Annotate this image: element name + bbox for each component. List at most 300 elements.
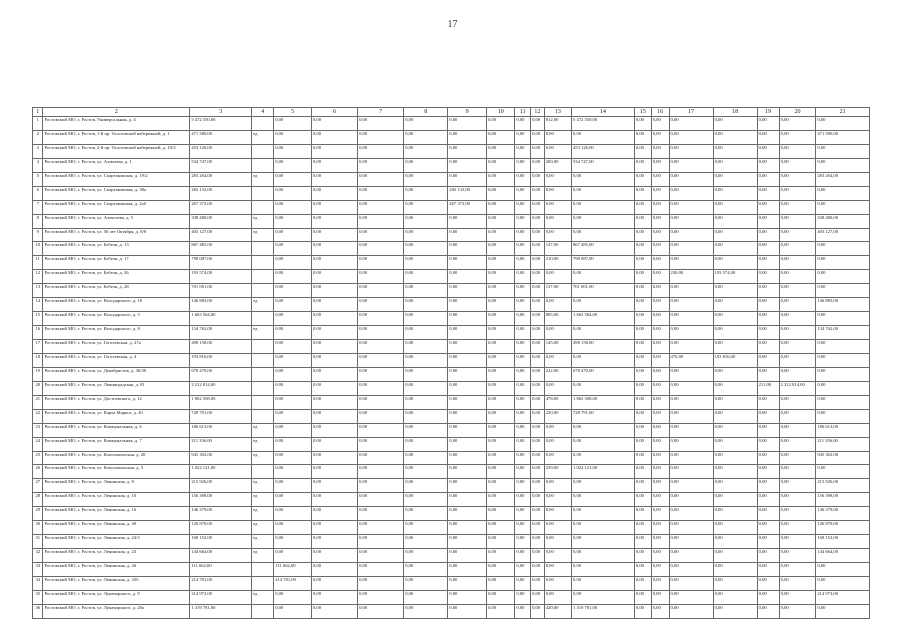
- row-number-cell: 29: [33, 507, 43, 521]
- value-cell: 0,00: [358, 395, 404, 409]
- value-cell: 0,00: [669, 604, 713, 618]
- table-row: [33, 479, 870, 493]
- value-cell: 0,00: [779, 521, 816, 535]
- value-cell: 0,00: [487, 200, 515, 214]
- value-cell: 0,00: [531, 312, 545, 326]
- value-cell: 239,00: [544, 465, 571, 479]
- value-cell: [252, 242, 274, 256]
- value-cell: 0,00: [515, 604, 531, 618]
- value-cell: 144 664,00: [190, 549, 252, 563]
- value-cell: 453 126,00: [190, 144, 252, 158]
- value-cell: 0,00: [404, 158, 448, 172]
- value-cell: 0,00: [515, 144, 531, 158]
- value-cell: 0,00: [544, 451, 571, 465]
- value-cell: 0,00: [572, 228, 635, 242]
- value-cell: 0,00: [311, 507, 357, 521]
- value-cell: 0,00: [634, 326, 651, 340]
- table-row: [33, 158, 870, 172]
- value-cell: 867 485,00: [572, 242, 635, 256]
- value-cell: 215 926,00: [190, 479, 252, 493]
- value-cell: 0,00: [531, 172, 545, 186]
- value-cell: 0,00: [572, 214, 635, 228]
- value-cell: 0,00: [311, 340, 357, 354]
- value-cell: 0,00: [515, 284, 531, 298]
- value-cell: 0,00: [544, 172, 571, 186]
- value-cell: 0,00: [669, 367, 713, 381]
- value-cell: 0,00: [515, 312, 531, 326]
- row-number-cell: 21: [33, 395, 43, 409]
- address-cell: Ростовский МО, г. Ростов, ул. Бебеля, д. 13: [43, 242, 190, 256]
- value-cell: 0,00: [757, 117, 779, 131]
- value-cell: 0,00: [515, 590, 531, 604]
- value-cell: 0,00: [651, 326, 669, 340]
- value-cell: 0,00: [816, 604, 870, 618]
- table-row: [33, 130, 870, 144]
- address-cell: Ростовский МО, г. Ростов, 2-й пр. Толстовской набережной, д. 10/3: [43, 144, 190, 158]
- value-cell: 0,00: [311, 367, 357, 381]
- value-cell: 0,00: [448, 590, 487, 604]
- row-number-cell: 27: [33, 479, 43, 493]
- value-cell: 0,00: [634, 493, 651, 507]
- value-cell: 0,00: [404, 214, 448, 228]
- value-cell: 0,00: [713, 158, 757, 172]
- value-cell: 0,00: [311, 270, 357, 284]
- value-cell: 0,00: [779, 172, 816, 186]
- value-cell: 0,00: [634, 312, 651, 326]
- row-number-cell: 2: [33, 130, 43, 144]
- value-cell: 0,00: [572, 353, 635, 367]
- value-cell: 0,00: [358, 437, 404, 451]
- column-header-5: 5: [274, 108, 312, 117]
- value-cell: 0,00: [544, 381, 571, 395]
- column-header-6: 6: [311, 108, 357, 117]
- value-cell: 0,00: [274, 353, 312, 367]
- value-cell: 0,00: [669, 214, 713, 228]
- value-cell: 0,00: [634, 479, 651, 493]
- value-cell: 0,00: [713, 228, 757, 242]
- value-cell: 0,00: [274, 590, 312, 604]
- value-cell: 0,00: [274, 367, 312, 381]
- value-cell: 0,00: [274, 228, 312, 242]
- value-cell: 0,00: [358, 312, 404, 326]
- value-cell: [252, 367, 274, 381]
- value-cell: 5 472 550,00: [572, 117, 635, 131]
- value-cell: 0,00: [404, 284, 448, 298]
- value-cell: 0,00: [404, 242, 448, 256]
- value-cell: 0,00: [651, 186, 669, 200]
- value-cell: 0,00: [515, 381, 531, 395]
- value-cell: 0,00: [404, 130, 448, 144]
- value-cell: 0,00: [634, 284, 651, 298]
- value-cell: 0,00: [531, 465, 545, 479]
- value-cell: 0,00: [779, 326, 816, 340]
- value-cell: ед: [252, 521, 274, 535]
- value-cell: 0,00: [634, 507, 651, 521]
- row-number-cell: 1: [33, 117, 43, 131]
- value-cell: 0,00: [487, 549, 515, 563]
- table-row: [33, 451, 870, 465]
- value-cell: 283 264,00: [816, 172, 870, 186]
- value-cell: 0,00: [757, 353, 779, 367]
- value-cell: 0,00: [448, 409, 487, 423]
- table-row: [33, 395, 870, 409]
- value-cell: [252, 409, 274, 423]
- value-cell: 1 022 121,00: [190, 465, 252, 479]
- value-cell: 0,00: [779, 312, 816, 326]
- address-cell: Ростовский МО, г. Ростов, ул. Бебеля, д. 28: [43, 284, 190, 298]
- value-cell: 0,00: [448, 423, 487, 437]
- row-number-cell: 7: [33, 200, 43, 214]
- value-cell: 0,00: [531, 186, 545, 200]
- value-cell: 0,00: [448, 549, 487, 563]
- value-cell: 193 816,00: [190, 353, 252, 367]
- value-cell: 0,00: [515, 158, 531, 172]
- value-cell: 0,00: [487, 535, 515, 549]
- row-number-cell: 15: [33, 312, 43, 326]
- column-header-2: 2: [43, 108, 190, 117]
- value-cell: 0,00: [651, 158, 669, 172]
- value-cell: 0,00: [816, 158, 870, 172]
- value-cell: 0,00: [404, 437, 448, 451]
- value-cell: 0,00: [816, 367, 870, 381]
- value-cell: 0,00: [816, 381, 870, 395]
- value-cell: 0,00: [404, 563, 448, 577]
- table-row: [33, 172, 870, 186]
- value-cell: 0,00: [448, 270, 487, 284]
- value-cell: 0,00: [358, 340, 404, 354]
- value-cell: 0,00: [713, 507, 757, 521]
- value-cell: 0,00: [757, 423, 779, 437]
- row-number-cell: 24: [33, 437, 43, 451]
- value-cell: 0,00: [572, 423, 635, 437]
- value-cell: 0,00: [274, 130, 312, 144]
- value-cell: 186 613,00: [190, 423, 252, 437]
- value-cell: 0,00: [816, 117, 870, 131]
- value-cell: 156 398,00: [190, 493, 252, 507]
- value-cell: 0,00: [311, 130, 357, 144]
- value-cell: 0,00: [669, 172, 713, 186]
- value-cell: 0,00: [274, 256, 312, 270]
- value-cell: 210,00: [544, 256, 571, 270]
- value-cell: 0,00: [487, 172, 515, 186]
- value-cell: 0,00: [404, 367, 448, 381]
- table-row: [33, 144, 870, 158]
- value-cell: [252, 340, 274, 354]
- value-cell: 0,00: [757, 409, 779, 423]
- value-cell: 0,00: [274, 326, 312, 340]
- value-cell: 0,00: [757, 395, 779, 409]
- value-cell: 0,00: [448, 353, 487, 367]
- value-cell: 0,00: [669, 423, 713, 437]
- value-cell: 0,00: [757, 590, 779, 604]
- value-cell: 0,00: [358, 507, 404, 521]
- value-cell: 0,00: [515, 172, 531, 186]
- value-cell: 476,00: [669, 353, 713, 367]
- value-cell: 0,00: [531, 590, 545, 604]
- column-header-19: 19: [757, 108, 779, 117]
- value-cell: 0,00: [274, 423, 312, 437]
- value-cell: ед: [252, 326, 274, 340]
- table-row: [33, 228, 870, 242]
- value-cell: 0,00: [531, 270, 545, 284]
- value-cell: 134 762,00: [190, 326, 252, 340]
- value-cell: 0,00: [487, 381, 515, 395]
- value-cell: 0,00: [311, 186, 357, 200]
- value-cell: 0,00: [816, 242, 870, 256]
- value-cell: [252, 158, 274, 172]
- value-cell: 0,00: [757, 242, 779, 256]
- value-cell: 211,00: [757, 381, 779, 395]
- value-cell: 812,00: [544, 117, 571, 131]
- address-cell: Ростовский МО, г. Ростов, Универсальная, д. 4: [43, 117, 190, 131]
- value-cell: 0,00: [531, 214, 545, 228]
- value-cell: 0,00: [713, 479, 757, 493]
- row-number-cell: 16: [33, 326, 43, 340]
- value-cell: 0,00: [816, 270, 870, 284]
- value-cell: 0,00: [572, 437, 635, 451]
- value-cell: 0,00: [531, 117, 545, 131]
- value-cell: 0,00: [448, 312, 487, 326]
- value-cell: 0,00: [531, 549, 545, 563]
- value-cell: 945 302,00: [190, 451, 252, 465]
- value-cell: 0,00: [487, 117, 515, 131]
- value-cell: 0,00: [358, 326, 404, 340]
- value-cell: 0,00: [515, 395, 531, 409]
- value-cell: 0,00: [487, 130, 515, 144]
- value-cell: 0,00: [487, 214, 515, 228]
- value-cell: 0,00: [531, 409, 545, 423]
- value-cell: 0,00: [757, 493, 779, 507]
- value-cell: 0,00: [515, 367, 531, 381]
- value-cell: 230,00: [669, 270, 713, 284]
- value-cell: 1 319 781,00: [572, 604, 635, 618]
- column-header-4: 4: [252, 108, 274, 117]
- value-cell: 186 613,00: [816, 423, 870, 437]
- value-cell: 0,00: [448, 172, 487, 186]
- value-cell: 0,00: [404, 604, 448, 618]
- value-cell: 0,00: [779, 604, 816, 618]
- table-row: [33, 256, 870, 270]
- value-cell: 0,00: [448, 130, 487, 144]
- value-cell: 146 883,00: [190, 298, 252, 312]
- value-cell: 0,00: [779, 465, 816, 479]
- value-cell: 798 087,00: [190, 256, 252, 270]
- value-cell: 0,00: [544, 186, 571, 200]
- value-cell: 0,00: [311, 228, 357, 242]
- value-cell: 534 747,00: [190, 158, 252, 172]
- value-cell: 0,00: [757, 367, 779, 381]
- value-cell: 0,00: [544, 479, 571, 493]
- address-cell: Ростовский МО, г. Ростов, ул. Ленинская, д. 24/3: [43, 535, 190, 549]
- value-cell: 0,00: [572, 590, 635, 604]
- column-header-12: 12: [531, 108, 545, 117]
- value-cell: 0,00: [448, 242, 487, 256]
- value-cell: 0,00: [404, 409, 448, 423]
- value-cell: 0,00: [651, 353, 669, 367]
- value-cell: 0,00: [531, 256, 545, 270]
- value-cell: 0,00: [651, 200, 669, 214]
- value-cell: 0,00: [515, 130, 531, 144]
- value-cell: 478,00: [544, 395, 571, 409]
- value-cell: 0,00: [404, 423, 448, 437]
- address-cell: Ростовский МО, г. Ростов, ул. Ленинская, д. 10: [43, 493, 190, 507]
- value-cell: 0,00: [531, 507, 545, 521]
- value-cell: 0,00: [358, 535, 404, 549]
- value-cell: 0,00: [779, 130, 816, 144]
- value-cell: 0,00: [713, 117, 757, 131]
- table-row: [33, 437, 870, 451]
- value-cell: 0,00: [713, 172, 757, 186]
- column-header-1: 1: [33, 108, 43, 117]
- value-cell: 0,00: [448, 451, 487, 465]
- value-cell: 798 087,00: [572, 256, 635, 270]
- row-number-cell: 20: [33, 381, 43, 395]
- value-cell: 0,00: [358, 409, 404, 423]
- value-cell: 220,00: [544, 409, 571, 423]
- address-cell: Ростовский МО, г. Ростов, ул. Коммунальная, д. 7: [43, 437, 190, 451]
- value-cell: 0,00: [713, 298, 757, 312]
- value-cell: 0,00: [757, 312, 779, 326]
- value-cell: 0,00: [487, 409, 515, 423]
- value-cell: 0,00: [515, 479, 531, 493]
- value-cell: 0,00: [669, 256, 713, 270]
- value-cell: 0,00: [779, 228, 816, 242]
- value-cell: 0,00: [311, 409, 357, 423]
- row-number-cell: 13: [33, 284, 43, 298]
- value-cell: 0,00: [531, 395, 545, 409]
- value-cell: 0,00: [358, 549, 404, 563]
- value-cell: 282 132,00: [448, 186, 487, 200]
- value-cell: 0,00: [757, 172, 779, 186]
- value-cell: 0,00: [311, 326, 357, 340]
- row-number-cell: 11: [33, 256, 43, 270]
- value-cell: 701 001,00: [190, 284, 252, 298]
- column-header-15: 15: [634, 108, 651, 117]
- value-cell: 0,00: [544, 437, 571, 451]
- value-cell: 728 791,00: [572, 409, 635, 423]
- value-cell: 0,00: [311, 465, 357, 479]
- value-cell: 0,00: [816, 144, 870, 158]
- value-cell: 0,00: [634, 214, 651, 228]
- value-cell: 0,00: [651, 549, 669, 563]
- value-cell: 0,00: [448, 493, 487, 507]
- value-cell: 0,00: [274, 381, 312, 395]
- value-cell: 0,00: [669, 437, 713, 451]
- value-cell: 0,00: [713, 535, 757, 549]
- value-cell: 0,00: [779, 479, 816, 493]
- value-cell: 0,00: [651, 214, 669, 228]
- column-header-8: 8: [404, 108, 448, 117]
- value-cell: 0,00: [515, 451, 531, 465]
- row-number-cell: 14: [33, 298, 43, 312]
- table-row: [33, 270, 870, 284]
- address-cell: Ростовский МО, г. Ростов, ул. Ленинская, д. 26: [43, 563, 190, 577]
- row-number-cell: 25: [33, 451, 43, 465]
- value-cell: 0,00: [651, 172, 669, 186]
- address-cell: Ростовский МО, г. Ростов, ул. Луначарского, д. 9: [43, 590, 190, 604]
- table-row: [33, 381, 870, 395]
- value-cell: 0,00: [669, 521, 713, 535]
- value-cell: 0,00: [404, 340, 448, 354]
- address-cell: Ростовский МО, г. Ростов, ул. Комсомольская, д. 20: [43, 451, 190, 465]
- value-cell: 0,00: [779, 549, 816, 563]
- table-row: [33, 549, 870, 563]
- value-cell: 0,00: [669, 200, 713, 214]
- value-cell: 0,00: [515, 298, 531, 312]
- value-cell: 0,00: [404, 451, 448, 465]
- value-cell: 0,00: [544, 130, 571, 144]
- value-cell: 0,00: [311, 549, 357, 563]
- value-cell: 0,00: [669, 144, 713, 158]
- column-header-20: 20: [779, 108, 816, 117]
- column-header-18: 18: [713, 108, 757, 117]
- value-cell: 0,00: [404, 117, 448, 131]
- address-cell: Ростовский МО, г. Ростов, ул. Достоевского, д. 12: [43, 395, 190, 409]
- value-cell: 0,00: [572, 479, 635, 493]
- value-cell: 0,00: [448, 340, 487, 354]
- value-cell: 0,00: [358, 493, 404, 507]
- row-number-cell: 4: [33, 158, 43, 172]
- value-cell: 0,00: [572, 451, 635, 465]
- value-cell: 214 973,00: [190, 590, 252, 604]
- value-cell: 0,00: [779, 563, 816, 577]
- row-number-cell: 26: [33, 465, 43, 479]
- value-cell: 678 470,00: [572, 367, 635, 381]
- value-cell: 0,00: [358, 214, 404, 228]
- value-cell: 0,00: [515, 423, 531, 437]
- value-cell: 0,00: [757, 144, 779, 158]
- value-cell: 0,00: [448, 576, 487, 590]
- value-cell: 0,00: [515, 340, 531, 354]
- value-cell: 0,00: [487, 186, 515, 200]
- value-cell: 0,00: [572, 576, 635, 590]
- value-cell: 0,00: [634, 563, 651, 577]
- value-cell: 0,00: [311, 451, 357, 465]
- value-cell: 0,00: [515, 409, 531, 423]
- value-cell: 0,00: [669, 535, 713, 549]
- value-cell: 0,00: [311, 256, 357, 270]
- value-cell: 0,00: [816, 284, 870, 298]
- value-cell: 0,00: [515, 353, 531, 367]
- value-cell: 0,00: [544, 535, 571, 549]
- row-number-cell: 31: [33, 535, 43, 549]
- value-cell: 0,00: [358, 117, 404, 131]
- value-cell: [252, 604, 274, 618]
- value-cell: 0,00: [572, 507, 635, 521]
- value-cell: 193 816,00: [713, 353, 757, 367]
- table-row: [33, 242, 870, 256]
- value-cell: 0,00: [274, 409, 312, 423]
- value-cell: 0,00: [779, 256, 816, 270]
- value-cell: 0,00: [448, 367, 487, 381]
- table-row: [33, 576, 870, 590]
- value-cell: 126 870,00: [190, 521, 252, 535]
- row-number-cell: 28: [33, 493, 43, 507]
- value-cell: 0,00: [572, 381, 635, 395]
- value-cell: 0,00: [487, 590, 515, 604]
- value-cell: 0,00: [274, 549, 312, 563]
- value-cell: 0,00: [358, 242, 404, 256]
- address-cell: Ростовский МО, г. Ростов, ул. Володарского, д. 10: [43, 298, 190, 312]
- address-cell: Ростовский МО, г. Ростов, ул. Декабристов, д. 36/30: [43, 367, 190, 381]
- value-cell: 0,00: [757, 270, 779, 284]
- value-cell: 0,00: [816, 186, 870, 200]
- value-cell: 453 126,00: [572, 144, 635, 158]
- value-cell: 0,00: [651, 507, 669, 521]
- value-cell: 222,00: [544, 367, 571, 381]
- value-cell: 193 574,00: [713, 270, 757, 284]
- table-row: [33, 200, 870, 214]
